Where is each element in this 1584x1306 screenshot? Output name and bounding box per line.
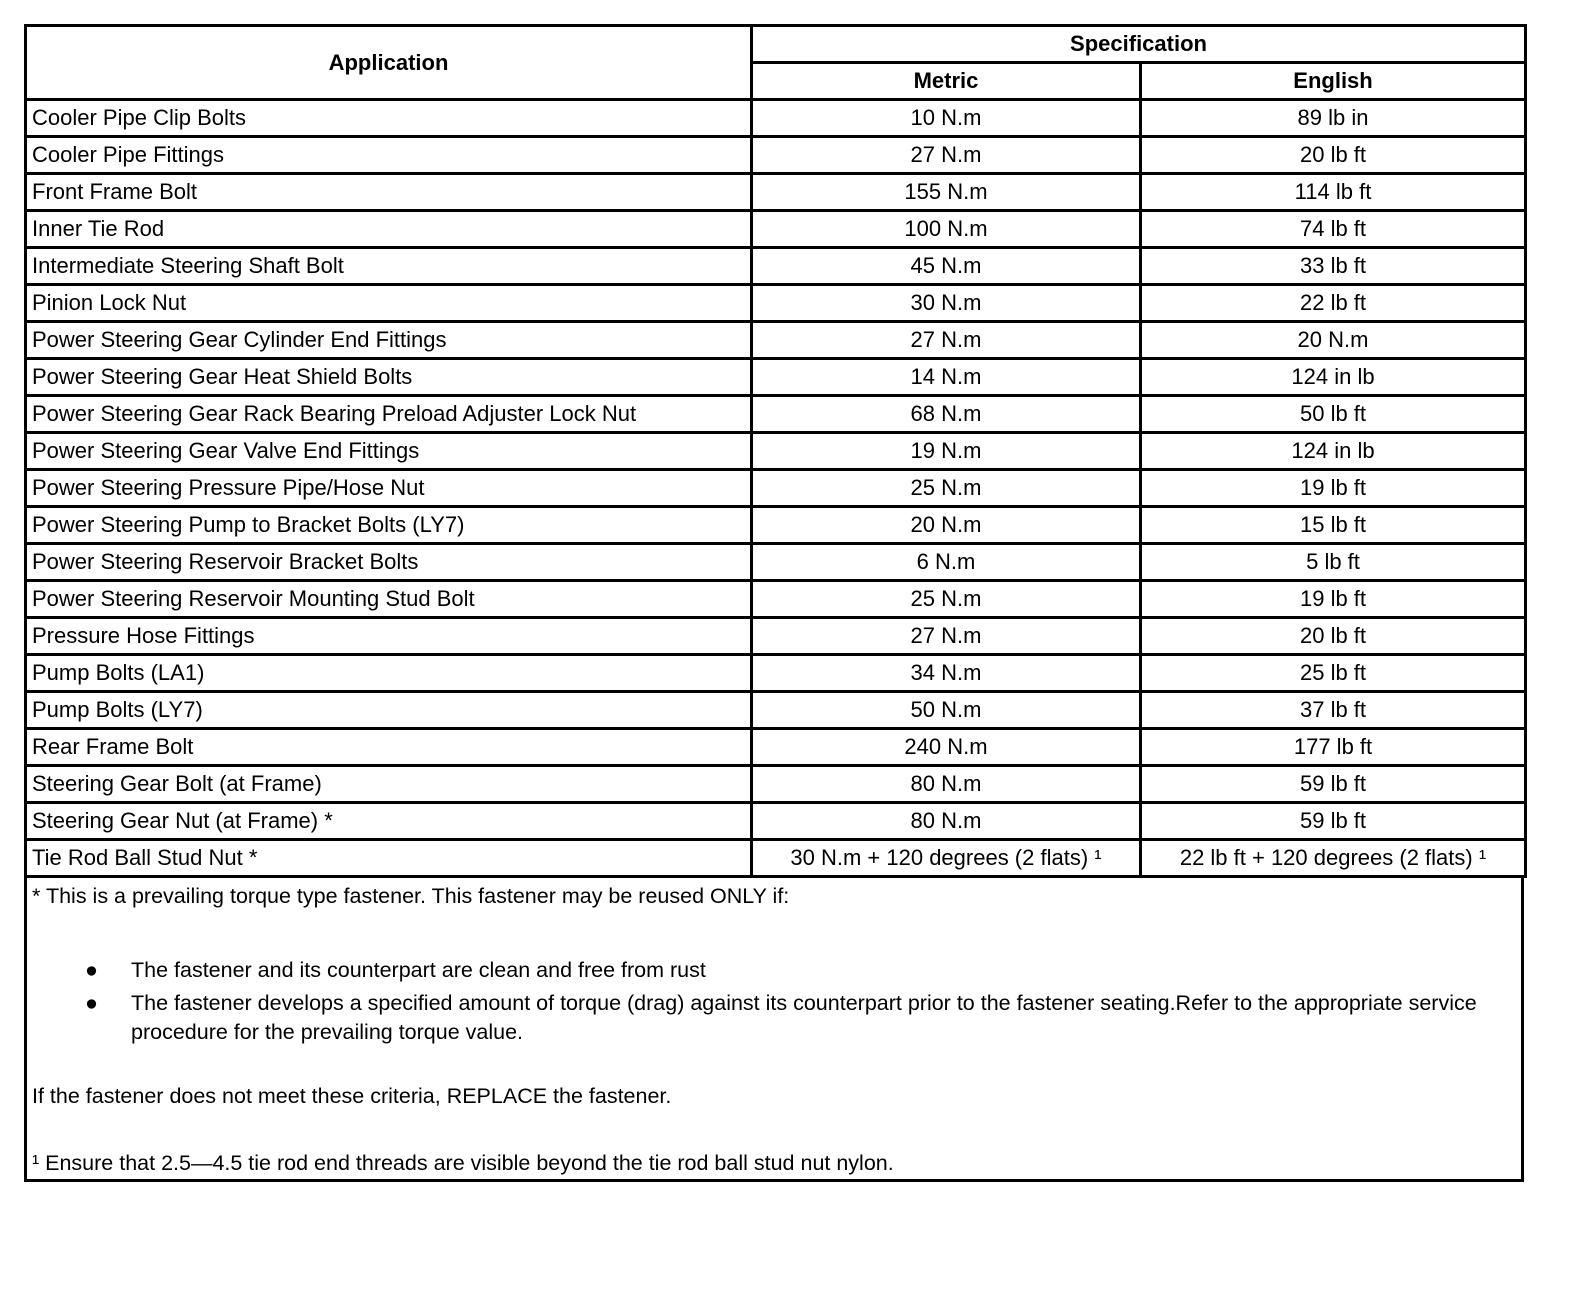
english-cell: 22 lb ft + 120 degrees (2 flats) ¹ (1141, 840, 1526, 877)
footnote: ¹ Ensure that 2.5—4.5 tie rod end threads are visible beyond the tie rod ball stud nut nylon. (32, 1151, 894, 1175)
english-cell: 59 lb ft (1141, 803, 1526, 840)
application-cell: Rear Frame Bolt (26, 729, 752, 766)
metric-cell: 25 N.m (752, 470, 1141, 507)
metric-cell: 6 N.m (752, 544, 1141, 581)
application-cell: Power Steering Gear Cylinder End Fittings (26, 322, 752, 359)
english-cell: 20 N.m (1141, 322, 1526, 359)
table-body (26, 100, 1526, 877)
metric-cell: 80 N.m (752, 766, 1141, 803)
english-cell: 89 lb in (1141, 100, 1526, 137)
application-cell: Power Steering Gear Rack Bearing Preload Adjuster Lock Nut (26, 396, 752, 433)
criteria-list (27, 956, 1521, 1051)
table-row (26, 803, 1526, 840)
header-metric: Metric (752, 63, 1141, 100)
torque-spec-table (24, 24, 1527, 878)
english-cell: 5 lb ft (1141, 544, 1526, 581)
table-row (26, 285, 1526, 322)
english-cell: 59 lb ft (1141, 766, 1526, 803)
list-item (27, 956, 1521, 985)
metric-cell: 27 N.m (752, 137, 1141, 174)
header-english: English (1141, 63, 1526, 100)
criteria-text: The fastener and its counterpart are clean and free from rust (131, 958, 706, 982)
application-cell: Cooler Pipe Clip Bolts (26, 100, 752, 137)
application-cell: Power Steering Gear Valve End Fittings (26, 433, 752, 470)
application-cell: Pump Bolts (LY7) (26, 692, 752, 729)
table-row (26, 692, 1526, 729)
torque-spec-document (24, 24, 1524, 1182)
application-cell: Pump Bolts (LA1) (26, 655, 752, 692)
metric-cell: 10 N.m (752, 100, 1141, 137)
table-row (26, 433, 1526, 470)
english-cell: 19 lb ft (1141, 470, 1526, 507)
table-row (26, 581, 1526, 618)
table-row (26, 137, 1526, 174)
english-cell: 20 lb ft (1141, 618, 1526, 655)
metric-cell: 27 N.m (752, 322, 1141, 359)
english-cell: 25 lb ft (1141, 655, 1526, 692)
metric-cell: 80 N.m (752, 803, 1141, 840)
table-row (26, 359, 1526, 396)
table-row (26, 618, 1526, 655)
application-cell: Power Steering Reservoir Mounting Stud Bolt (26, 581, 752, 618)
english-cell: 177 lb ft (1141, 729, 1526, 766)
table-row (26, 507, 1526, 544)
table-row (26, 729, 1526, 766)
table-row (26, 655, 1526, 692)
table-row (26, 100, 1526, 137)
english-cell: 114 lb ft (1141, 174, 1526, 211)
english-cell: 20 lb ft (1141, 137, 1526, 174)
application-cell: Steering Gear Bolt (at Frame) (26, 766, 752, 803)
application-cell: Pinion Lock Nut (26, 285, 752, 322)
english-cell: 15 lb ft (1141, 507, 1526, 544)
prevailing-torque-note: * This is a prevailing torque type fastener. This fastener may be reused ONLY if: (32, 884, 790, 908)
application-cell: Tie Rod Ball Stud Nut * (26, 840, 752, 877)
metric-cell: 27 N.m (752, 618, 1141, 655)
application-cell: Intermediate Steering Shaft Bolt (26, 248, 752, 285)
application-cell: Power Steering Pressure Pipe/Hose Nut (26, 470, 752, 507)
metric-cell: 19 N.m (752, 433, 1141, 470)
metric-cell: 240 N.m (752, 729, 1141, 766)
application-cell: Steering Gear Nut (at Frame) * (26, 803, 752, 840)
metric-cell: 30 N.m + 120 degrees (2 flats) ¹ (752, 840, 1141, 877)
bullet-icon: ● (85, 991, 98, 1015)
english-cell: 124 in lb (1141, 359, 1526, 396)
table-row (26, 766, 1526, 803)
header-specification: Specification (752, 26, 1526, 63)
metric-cell: 100 N.m (752, 211, 1141, 248)
application-cell: Power Steering Gear Heat Shield Bolts (26, 359, 752, 396)
english-cell: 19 lb ft (1141, 581, 1526, 618)
english-cell: 74 lb ft (1141, 211, 1526, 248)
english-cell: 33 lb ft (1141, 248, 1526, 285)
table-row (26, 174, 1526, 211)
notes-section (24, 878, 1524, 1182)
application-cell: Pressure Hose Fittings (26, 618, 752, 655)
table-row (26, 470, 1526, 507)
table-row (26, 322, 1526, 359)
criteria-text: The fastener develops a specified amount of torque (drag) against its counterpart prior to the fastener seating.Refer to the appropriate service procedure for the prevailing torque value. (131, 991, 1477, 1044)
header-application: Application (26, 26, 752, 100)
application-cell: Cooler Pipe Fittings (26, 137, 752, 174)
metric-cell: 34 N.m (752, 655, 1141, 692)
english-cell: 124 in lb (1141, 433, 1526, 470)
metric-cell: 155 N.m (752, 174, 1141, 211)
english-cell: 22 lb ft (1141, 285, 1526, 322)
metric-cell: 50 N.m (752, 692, 1141, 729)
list-item (27, 989, 1521, 1047)
metric-cell: 14 N.m (752, 359, 1141, 396)
table-row (26, 211, 1526, 248)
table-row (26, 840, 1526, 877)
metric-cell: 30 N.m (752, 285, 1141, 322)
metric-cell: 45 N.m (752, 248, 1141, 285)
english-cell: 50 lb ft (1141, 396, 1526, 433)
table-row (26, 544, 1526, 581)
table-row (26, 396, 1526, 433)
bullet-icon: ● (85, 958, 98, 982)
application-cell: Inner Tie Rod (26, 211, 752, 248)
metric-cell: 25 N.m (752, 581, 1141, 618)
application-cell: Power Steering Reservoir Bracket Bolts (26, 544, 752, 581)
application-cell: Front Frame Bolt (26, 174, 752, 211)
table-row (26, 248, 1526, 285)
metric-cell: 20 N.m (752, 507, 1141, 544)
english-cell: 37 lb ft (1141, 692, 1526, 729)
replace-note: If the fastener does not meet these criteria, REPLACE the fastener. (32, 1084, 672, 1108)
metric-cell: 68 N.m (752, 396, 1141, 433)
application-cell: Power Steering Pump to Bracket Bolts (LY7) (26, 507, 752, 544)
